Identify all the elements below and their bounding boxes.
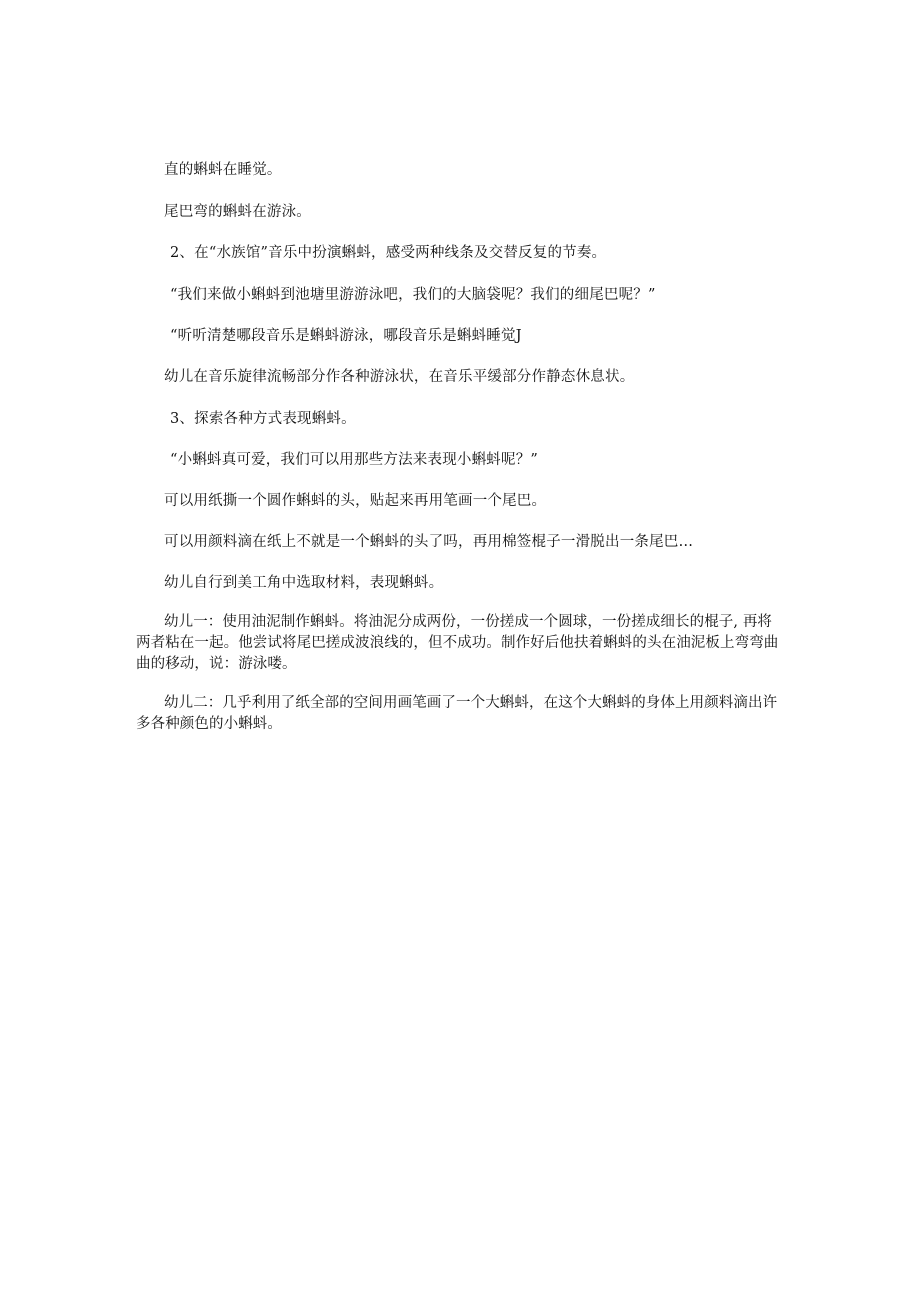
paragraph-5: “听听清楚哪段音乐是蝌蚪游泳，哪段音乐是蝌蚪睡觉J (170, 328, 522, 344)
paragraph-10: 可以用颜料滴在纸上不就是一个蝌蚪的头了吗，再用棉签棍子一滑脱出一条尾巴… (164, 534, 694, 550)
paragraph-13: 幼儿二：几乎利用了纸全部的空间用画笔画了一个大蝌蚪，在这个大蝌蚪的身体上用颜料滴出许多各种颜色的小蝌蚪。 (136, 695, 778, 732)
paragraph-9: 可以用纸撕一个圆作蝌蚪的头，贴起来再用笔画一个尾巴。 (164, 493, 547, 509)
paragraph-2: 尾巴弯的蝌蚪在游泳。 (164, 204, 311, 220)
paragraph-1: 直的蝌蚪在睡觉。 (164, 162, 282, 178)
paragraph-3: 2、在“水族馆”音乐中扮演蝌蚪，感受两种线条及交替反复的节奏。 (170, 245, 607, 261)
paragraph-11: 幼儿自行到美工角中选取材料，表现蝌蚪。 (164, 575, 444, 591)
paragraph-6: 幼儿在音乐旋律流畅部分作各种游泳状，在音乐平缓部分作静态休息状。 (164, 369, 635, 385)
paragraph-4: “我们来做小蝌蚪到池塘里游游泳吧，我们的大脑袋呢？我们的细尾巴呢？” (170, 287, 656, 303)
paragraph-8: “小蝌蚪真可爱，我们可以用那些方法来表现小蝌蚪呢？” (170, 452, 539, 468)
paragraph-7: 3、探索各种方式表现蝌蚪。 (170, 411, 356, 427)
paragraph-12: 幼儿一：使用油泥制作蝌蚪。将油泥分成两份，一份搓成一个圆球，一份搓成细长的棍子, 再将两者粘在一起。他尝试将尾巴搓成波浪线的，但不成功。制作好后他扶着蝌蚪的头在油泥板上弯弯曲曲的移动，说：游泳喽。 (136, 614, 779, 672)
